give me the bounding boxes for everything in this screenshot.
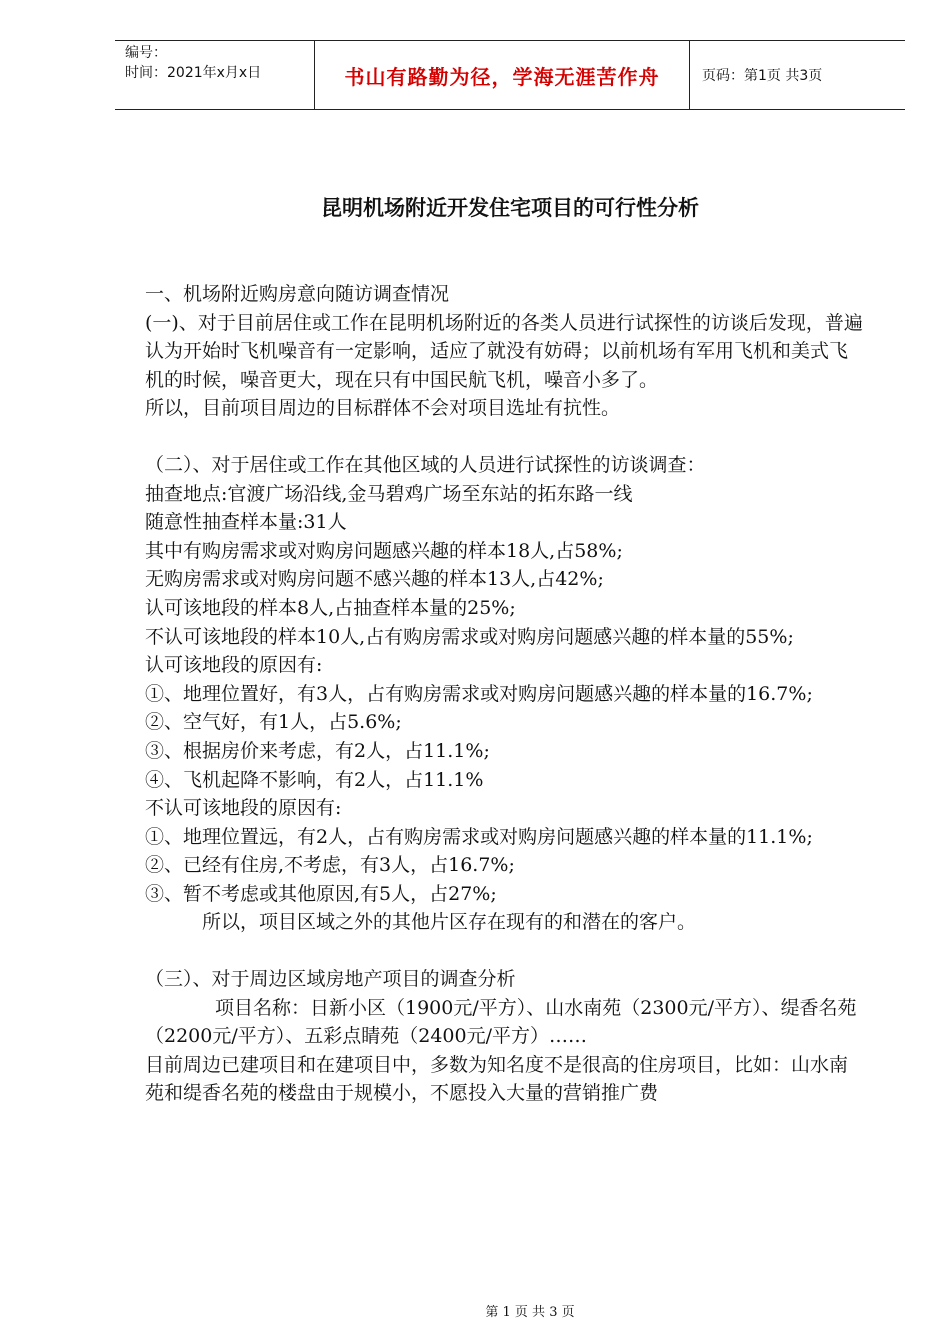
paragraph: 无购房需求或对购房问题不感兴趣的样本13人,占42%; xyxy=(145,568,604,591)
list-item: ④、飞机起降不影响，有2人，占11.1% xyxy=(145,768,484,791)
list-item: ③、暂不考虑或其他原因,有5人，占27%; xyxy=(145,882,497,905)
header-motto: 书山有路勤为径，学海无涯苦作舟 xyxy=(315,41,690,109)
list-item: ①、地理位置远，有2人，占有购房需求或对购房问题感兴趣的样本量的11.1%; xyxy=(145,825,813,848)
document-title: 昆明机场附近开发住宅项目的可行性分析 xyxy=(321,196,699,220)
document-header xyxy=(115,40,905,110)
list-item: ②、空气好，有1人，占5.6%; xyxy=(145,711,402,734)
list-item: ②、已经有住房,不考虑，有3人，占16.7%; xyxy=(145,854,515,877)
paragraph: 抽查地点:官渡广场沿线,金马碧鸡广场至东站的拓东路一线 xyxy=(145,482,633,505)
page-footer: 第 1 页 共 3 页 xyxy=(485,1305,575,1320)
paragraph: 项目名称：日新小区（1900元/平方）、山水南苑（2300元/平方）、缇香名苑（2200元/平方）、五彩点睛苑（2400元/平方）…… xyxy=(145,996,857,1048)
paragraph: 认可该地段的样本8人,占抽查样本量的25%; xyxy=(145,596,516,619)
paragraph: 不认可该地段的样本10人,占有购房需求或对购房问题感兴趣的样本量的55%; xyxy=(145,625,794,648)
number-label: 编号： xyxy=(125,45,167,61)
document-body xyxy=(145,280,865,1108)
section-heading: 一、机场附近购房意向随访调查情况 xyxy=(145,283,450,305)
subsection-heading: （三）、对于周边区域房地产项目的调查分析 xyxy=(145,968,516,991)
paragraph: 其中有购房需求或对购房问题感兴趣的样本18人,占58%; xyxy=(145,539,623,562)
header-page-info: 页码：第1页 共3页 xyxy=(702,68,823,84)
list-item: ①、地理位置好，有3人，占有购房需求或对购房问题感兴趣的样本量的16.7%; xyxy=(145,682,813,705)
paragraph: (一)、对于目前居住或工作在昆明机场附近的各类人员进行试探性的访谈后发现，普遍认为开始时飞机噪音有一定影响，适应了就没有妨碍；以前机场有军用飞机和美式飞机的时候，噪音更大，现在只有中国民航飞机，噪音小多了。 xyxy=(145,311,863,391)
paragraph: 不认可该地段的原因有: xyxy=(145,797,342,820)
subsection-heading: （二）、对于居住或工作在其他区域的人员进行试探性的访谈调查： xyxy=(145,453,706,476)
paragraph: 随意性抽查样本量:31人 xyxy=(145,511,347,534)
header-meta xyxy=(115,41,315,109)
paragraph: 所以，项目区域之外的其他片区存在现有的和潜在的客户。 xyxy=(202,911,697,934)
paragraph: 目前周边已建项目和在建项目中，多数为知名度不是很高的住房项目，比如：山水南苑和缇香名苑的楼盘由于规模小，不愿投入大量的营销推广费 xyxy=(145,1053,849,1105)
time-label: 时间：2021年x月x日 xyxy=(125,65,262,81)
paragraph: 认可该地段的原因有: xyxy=(145,654,323,677)
paragraph: 所以，目前项目周边的目标群体不会对项目选址有抗性。 xyxy=(145,397,621,420)
list-item: ③、根据房价来考虑，有2人，占11.1%; xyxy=(145,739,490,762)
